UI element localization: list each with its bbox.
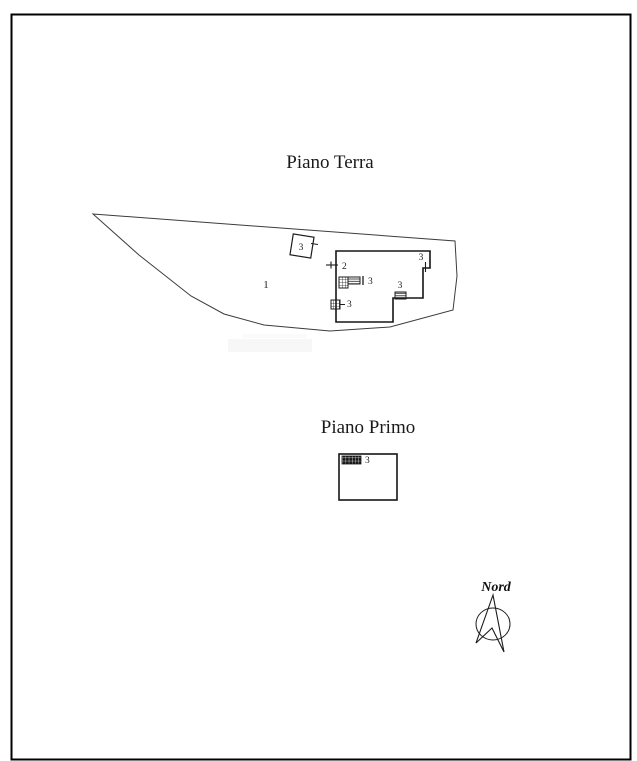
- right-step-block: [395, 281, 406, 299]
- corner-room-label: 3: [418, 253, 424, 263]
- watermark-strip-top: [243, 334, 307, 338]
- right-step-hatch: [395, 292, 406, 299]
- annex-label: 3: [298, 243, 304, 253]
- ground-floor-section: [93, 152, 457, 352]
- first-floor-unit-label: 3: [365, 456, 370, 466]
- north-label: Nord: [481, 580, 511, 595]
- parcel-boundary: [93, 214, 457, 331]
- bottom-left-block: [331, 300, 352, 310]
- stair-hatch-right: [348, 277, 360, 284]
- first-floor-unit-block: [342, 456, 370, 466]
- bottom-left-hatch: [331, 300, 340, 309]
- faint-watermark: [228, 334, 312, 352]
- entrance-label: 2: [342, 262, 347, 272]
- compass-needle: [476, 595, 504, 652]
- north-compass: [476, 580, 512, 652]
- annex-structure: [290, 234, 318, 258]
- parcel-number-label: 1: [263, 279, 269, 291]
- stair-symbol: [339, 276, 373, 288]
- first-floor-section: [321, 417, 415, 500]
- stair-hatch-left: [339, 277, 348, 288]
- sheet-frame: [12, 15, 631, 760]
- compass-circle: [476, 608, 510, 640]
- ground-floor-title: Piano Terra: [286, 152, 374, 173]
- main-building: [326, 251, 430, 322]
- annex-tick: [311, 244, 318, 245]
- watermark-strip-main: [228, 339, 312, 352]
- right-step-label: 3: [397, 281, 403, 291]
- stair-label: 3: [368, 277, 373, 287]
- unit-hatch-grid: [342, 456, 361, 464]
- first-floor-title: Piano Primo: [320, 417, 416, 438]
- bottom-left-label: 3: [347, 300, 352, 310]
- corner-room-mark: [419, 253, 426, 272]
- building-outline: [336, 251, 430, 322]
